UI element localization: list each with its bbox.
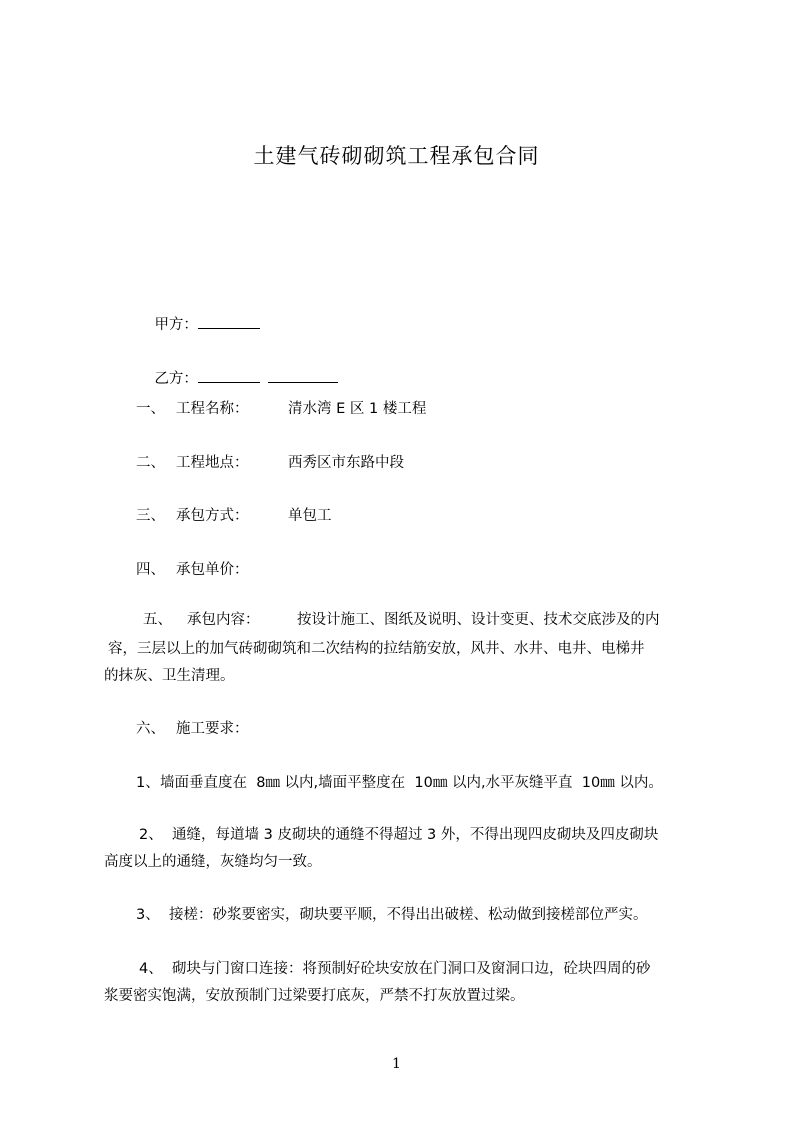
section-6-key: 施工要求： bbox=[176, 721, 249, 737]
party-a-label: 甲方： bbox=[154, 317, 198, 333]
requirement-4-line-2: 浆要密实饱满，安放预制门过梁要打底灰，严禁不打灰放置过梁。 bbox=[104, 988, 525, 1004]
section-5-key: 承包内容： bbox=[187, 612, 260, 628]
item-2-value: 西秀区市东路中段 bbox=[288, 455, 404, 471]
item-4-key: 承包单价： bbox=[176, 562, 249, 578]
requirement-2-number: 2、 bbox=[139, 827, 163, 843]
item-3-number: 三、 bbox=[136, 508, 165, 524]
item-1-number: 一、 bbox=[136, 401, 165, 417]
item-2-key: 工程地点： bbox=[176, 455, 249, 471]
section-5-line-2: 容，三层以上的加气砖砌砌筑和二次结构的拉结筋安放，风井、水井、电井、电梯井 bbox=[108, 641, 645, 657]
item-2-number: 二、 bbox=[136, 455, 165, 471]
requirement-2-line-2: 高度以上的通缝，灰缝均匀一致。 bbox=[104, 854, 322, 870]
item-1-key: 工程名称： bbox=[176, 401, 249, 417]
section-6-number: 六、 bbox=[136, 721, 165, 737]
section-5-line-1: 按设计施工、图纸及说明、设计变更、技术交底涉及的内 bbox=[297, 612, 660, 628]
item-4-number: 四、 bbox=[136, 562, 165, 578]
document-title: 土建气砖砌砌筑工程承包合同 bbox=[253, 144, 540, 168]
requirement-3-number: 3、 bbox=[136, 907, 160, 923]
requirement-2-line-1: 通缝，每道墙 3 皮砌块的通缝不得超过 3 外，不得出现四皮砌块及四皮砌块 bbox=[172, 827, 659, 843]
party-a-blank[interactable] bbox=[198, 314, 260, 329]
requirement-4-line-1: 砌块与门窗口连接：将预制好砼块安放在门洞口及窗洞口边，砼块四周的砂 bbox=[172, 961, 651, 977]
section-5-line-3: 的抹灰、卫生清理。 bbox=[104, 668, 235, 684]
requirement-1-line-1: 墙面垂直度在 8㎜ 以内,墙面平整度在 10㎜ 以内,水平灰缝平直 10㎜ 以内。 bbox=[160, 775, 663, 791]
item-3-key: 承包方式： bbox=[176, 508, 249, 524]
page-number: 1 bbox=[392, 1056, 401, 1072]
item-3-value: 单包工 bbox=[288, 508, 332, 524]
party-b-label: 乙方： bbox=[154, 371, 198, 387]
party-b-blank-2[interactable] bbox=[268, 368, 338, 383]
section-5-number: 五、 bbox=[143, 612, 172, 628]
item-1-value: 清水湾 E 区 1 楼工程 bbox=[288, 401, 427, 417]
party-b-blank-1[interactable] bbox=[198, 368, 260, 383]
requirement-1-number: 1、 bbox=[136, 775, 160, 791]
requirement-3-line-1: 接槎：砂浆要密实，砌块要平顺，不得出出破槎、松动做到接槎部位严实。 bbox=[169, 907, 648, 923]
requirement-4-number: 4、 bbox=[139, 961, 163, 977]
